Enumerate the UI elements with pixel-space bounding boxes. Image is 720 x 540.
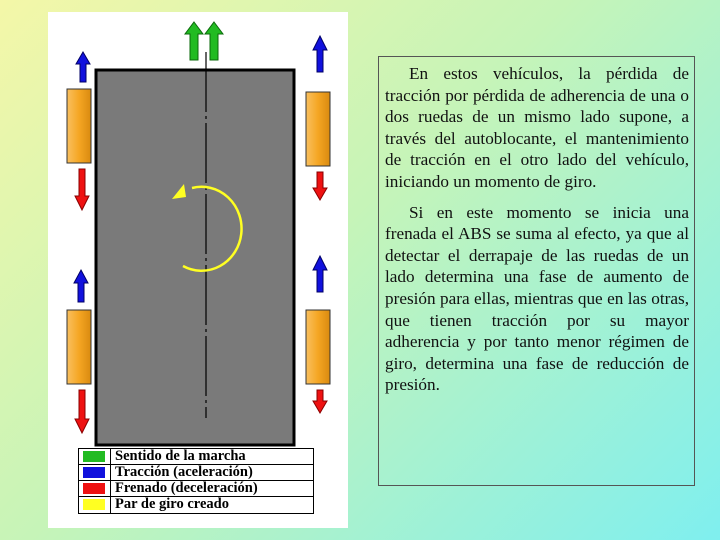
travel-direction-arrow-left — [185, 22, 203, 60]
green-swatch — [83, 451, 105, 462]
legend-label-turning-moment: Par de giro creado — [115, 496, 229, 512]
braking-arrow-rear-left — [75, 390, 89, 433]
braking-arrow-rear-right — [313, 390, 327, 413]
traction-arrow-rear-right — [313, 256, 327, 292]
red-swatch — [83, 483, 105, 494]
blue-swatch — [83, 467, 105, 478]
front-right-wheel — [306, 92, 330, 166]
rear-left-wheel — [67, 310, 91, 384]
travel-direction-arrow-right — [205, 22, 223, 60]
legend-row-braking — [79, 481, 313, 497]
description-text-box — [378, 56, 695, 486]
braking-arrow-front-left — [75, 169, 89, 210]
traction-arrow-front-left — [76, 52, 90, 82]
legend-label-braking: Frenado (deceleración) — [115, 480, 258, 496]
legend-row-traction — [79, 465, 313, 481]
legend-row-travel-direction — [79, 449, 313, 465]
description-paragraph-1: En estos vehículos, la pérdida de tracción por pérdida de adherencia de una o dos ruedas de un mismo lado supone, a través del autoblocante, el mantenimiento de tracción en el otro lado del vehículo, iniciando un momento de giro. — [385, 64, 689, 191]
traction-arrow-rear-left — [74, 270, 88, 302]
traction-arrow-front-right — [313, 36, 327, 72]
description-paragraph-2: Si en este momento se inicia una frenada el ABS se suma al efecto, ya que al detectar el derrapaje de las ruedas de un lado determina una fase de aumento de presión para ellas, mientras que en las otras, que tienen tracción por su mayor adherencia y por tanto menor régimen de giro, determina una fase de reducción de presión. — [385, 202, 689, 395]
vehicle-body — [96, 70, 294, 445]
legend-row-turning-moment — [79, 497, 313, 513]
legend-label-travel-direction: Sentido de la marcha — [115, 448, 246, 464]
front-left-wheel — [67, 89, 91, 163]
legend-divider — [110, 449, 111, 513]
travel-direction-arrows — [185, 22, 223, 60]
yellow-swatch — [83, 499, 105, 510]
braking-arrow-front-right — [313, 172, 327, 200]
legend — [78, 448, 314, 514]
legend-label-traction: Tracción (aceleración) — [115, 464, 253, 480]
rear-right-wheel — [306, 310, 330, 384]
